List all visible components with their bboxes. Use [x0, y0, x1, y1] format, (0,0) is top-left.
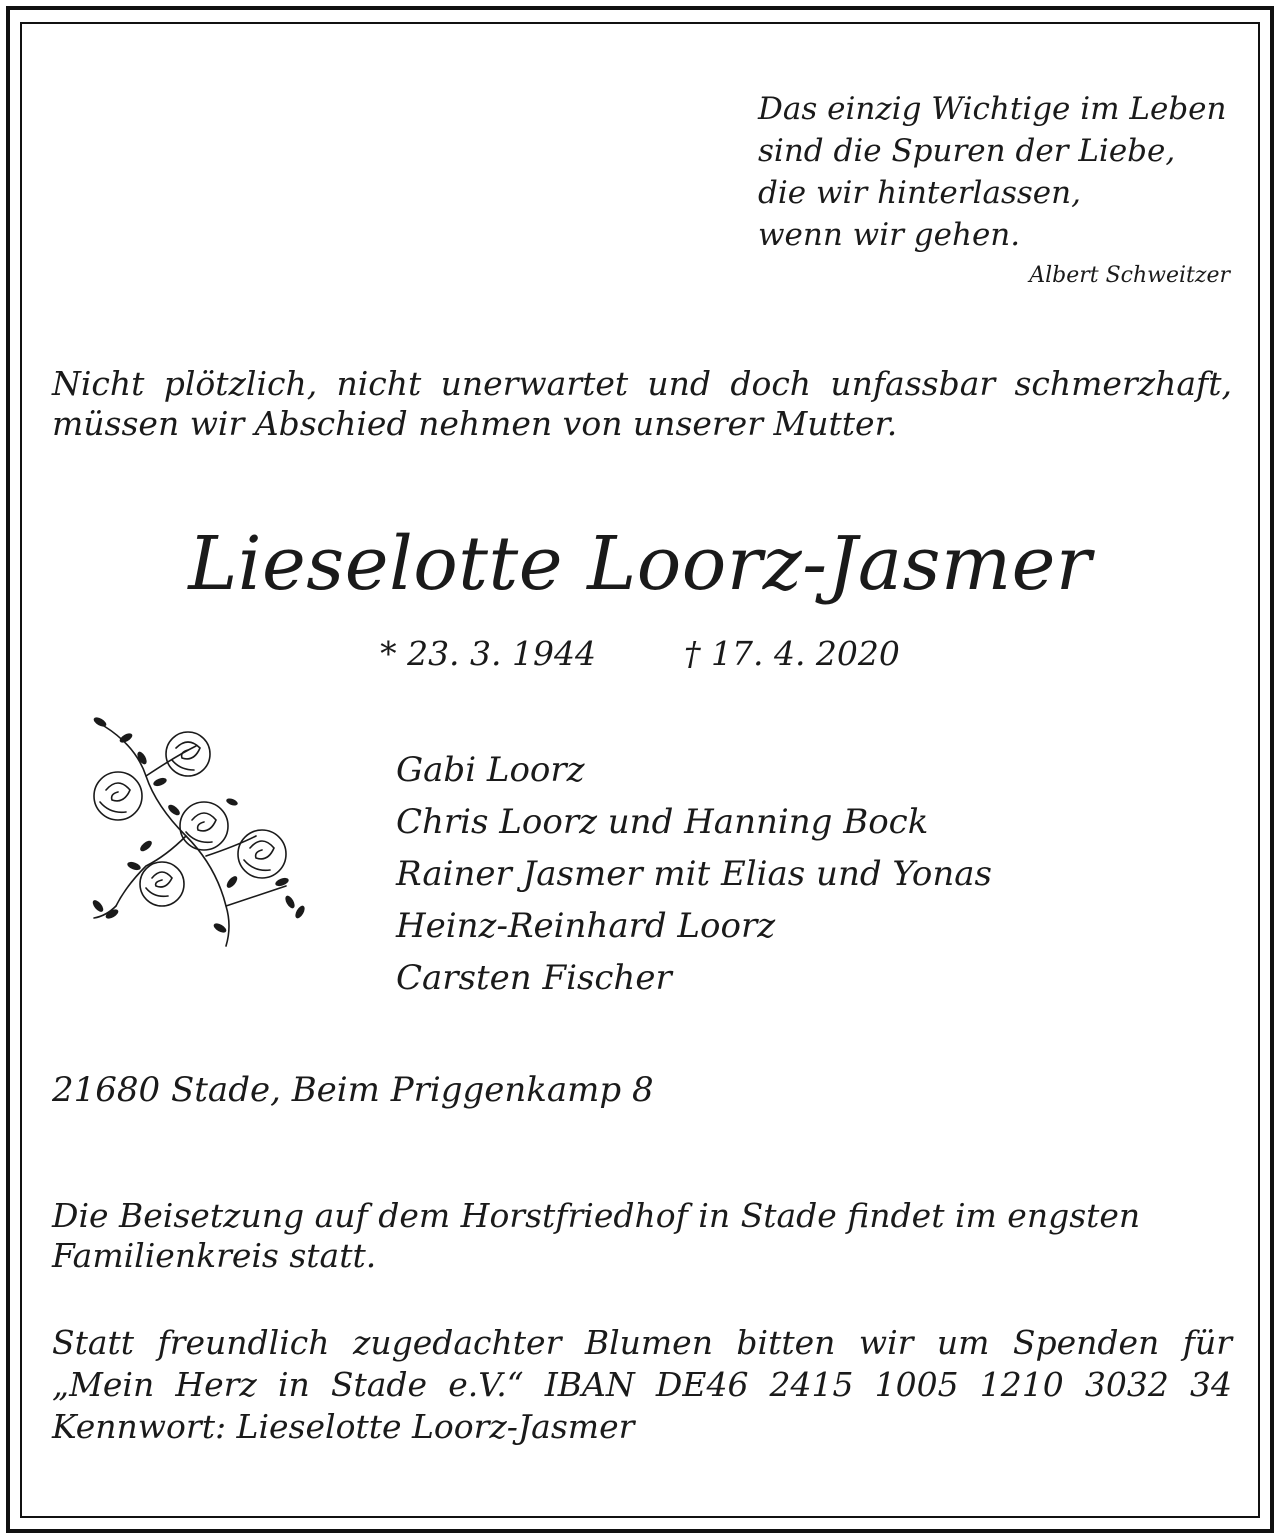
- family-list: [396, 744, 992, 1004]
- donation-line: „Mein Herz in Stade e.V.“ IBAN DE46 2415 1005 1210 3032 34: [52, 1365, 1232, 1404]
- family-member: Chris Loorz und Hanning Bock: [396, 802, 929, 842]
- quote-line: sind die Spuren der Liebe,: [758, 133, 1176, 169]
- family-member: Heinz-Reinhard Loorz: [396, 906, 776, 946]
- quote-line: wenn wir gehen.: [758, 217, 1021, 253]
- quote-line: Das einzig Wichtige im Leben: [758, 91, 1227, 127]
- death-date: † 17. 4. 2020: [684, 634, 900, 673]
- quote-block: [758, 88, 1234, 256]
- life-dates: [0, 632, 1280, 676]
- family-member: Rainer Jasmer mit Elias und Yonas: [396, 854, 992, 894]
- birth-date: * 23. 3. 1944: [380, 634, 596, 673]
- address: 21680 Stade, Beim Priggenkamp 8: [52, 1070, 654, 1110]
- burial-notice: [52, 1196, 1232, 1276]
- family-member: Carsten Fischer: [396, 958, 672, 998]
- deceased-name: Lieselotte Loorz-Jasmer: [188, 521, 1092, 607]
- quote-line: die wir hinterlassen,: [758, 175, 1081, 211]
- intro-line: Nicht plötzlich, nicht unerwartet und doch unfassbar schmerzhaft,: [52, 364, 1232, 403]
- family-member: Gabi Loorz: [396, 750, 585, 790]
- donation-line: Statt freundlich zugedachter Blumen bitten wir um Spenden für: [52, 1323, 1232, 1362]
- donation-notice: [52, 1322, 1232, 1448]
- quote-author: Albert Schweitzer: [1029, 263, 1230, 288]
- roses-illustration-icon: [76, 706, 316, 956]
- donation-line: Kennwort: Lieselotte Loorz-Jasmer: [52, 1407, 635, 1446]
- intro-text: [52, 364, 1232, 444]
- burial-line: Die Beisetzung auf dem Horstfriedhof in Stade findet im engsten: [52, 1196, 1141, 1235]
- burial-line: Familienkreis statt.: [52, 1236, 377, 1275]
- intro-line: müssen wir Abschied nehmen von unserer Mutter.: [52, 404, 898, 443]
